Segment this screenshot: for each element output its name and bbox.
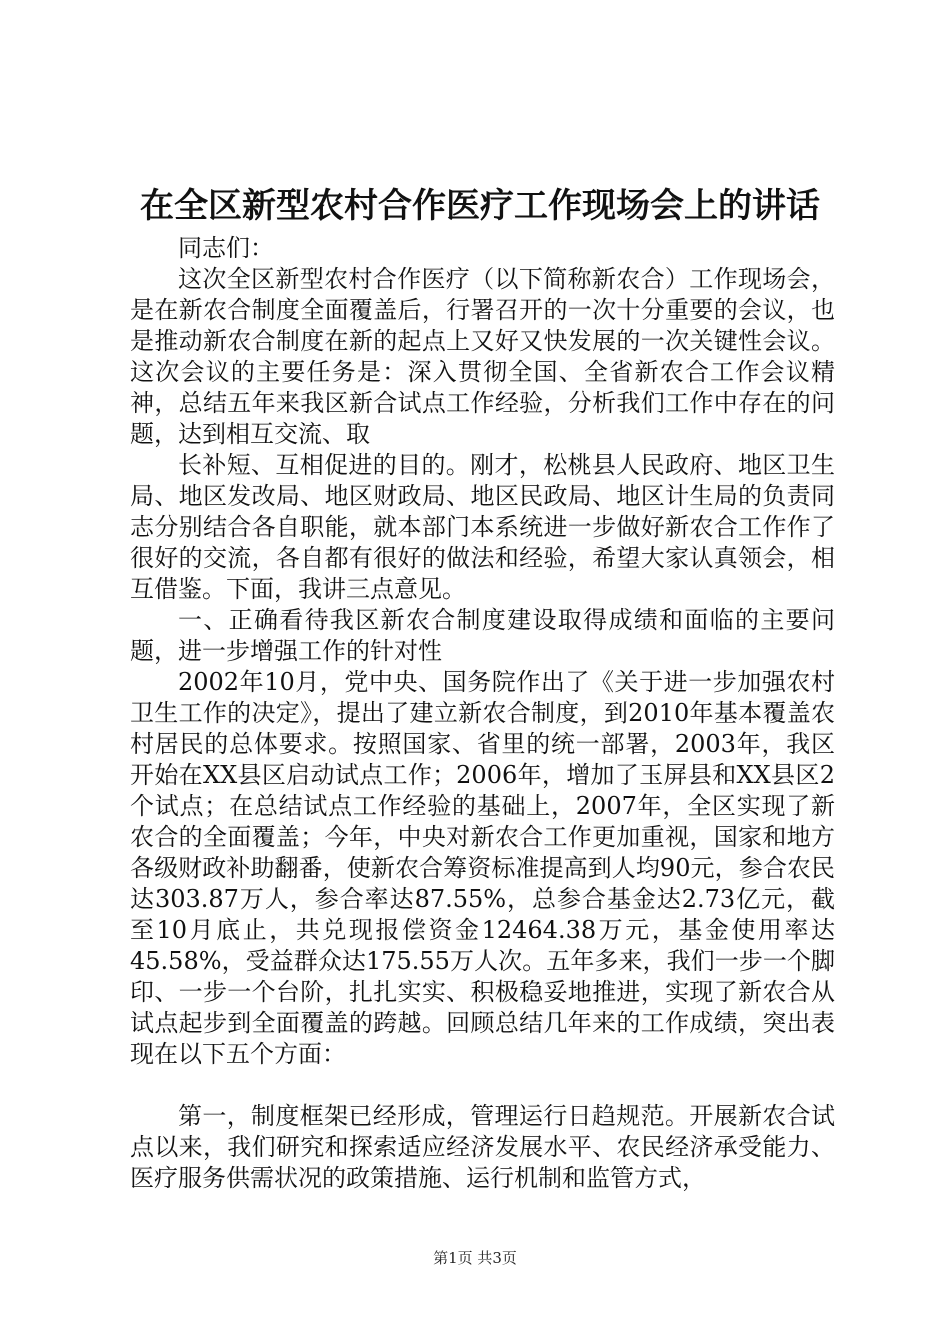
page-number-footer: 第1页 共3页 — [433, 1249, 517, 1267]
document-body — [130, 233, 835, 1194]
body-paragraph: 这次全区新型农村合作医疗（以下简称新农合）工作现场会，是在新农合制度全面覆盖后，行署召开的一次十分重要的会议，也是推动新农合制度在新的起点上又好又快发展的一次关键性会议。这次会议的主要任务是：深入贯彻全国、全省新农合工作会议精神，总结五年来我区新合试点工作经验，分析我们工作中存在的问题，达到相互交流、取 — [130, 265, 835, 448]
body-paragraph: 2002年10月，党中央、国务院作出了《关于进一步加强农村卫生工作的决定》，提出了建立新农合制度，到2010年基本覆盖农村居民的总体要求。按照国家、省里的统一部署，2003年，我区开始在XX县区启动试点工作；2006年，增加了玉屏县和XX县区2个试点；在总结试点工作经验的基础上，2007年，全区实现了新农合的全面覆盖；今年，中央对新农合工作更加重视，国家和地方各级财政补助翻番，使新农合筹资标准提高到人均90元，参合农民达303.87万人，参合率达87.55%，总参合基金达2.73亿元，截至10月底止，共兑现报偿资金12464.38万元，基金使用率达45.58%，受益群众达175.55万人次。五年多来，我们一步一个脚印、一步一个台阶，扎扎实实、积极稳妥地推进，实现了新农合从试点起步到全面覆盖的跨越。回顾总结几年来的工作成绩，突出表现在以下五个方面： — [130, 668, 835, 1068]
body-paragraph: 第一，制度框架已经形成，管理运行日趋规范。开展新农合试点以来，我们研究和探索适应经济发展水平、农民经济承受能力、医疗服务供需状况的政策措施、运行机制和监管方式， — [130, 1102, 835, 1192]
salutation-paragraph: 同志们： — [178, 234, 274, 262]
section-heading-paragraph: 一、正确看待我区新农合制度建设取得成绩和面临的主要问题，进一步增强工作的针对性 — [130, 606, 835, 665]
body-paragraph: 长补短、互相促进的目的。刚才，松桃县人民政府、地区卫生局、地区发改局、地区财政局、地区民政局、地区计生局的负责同志分别结合各自职能，就本部门本系统进一步做好新农合工作作了很好的交流，各自都有很好的做法和经验，希望大家认真领会，相互借鉴。下面，我讲三点意见。 — [130, 451, 835, 603]
document-title: 在全区新型农村合作医疗工作现场会上的讲话 — [140, 186, 820, 226]
